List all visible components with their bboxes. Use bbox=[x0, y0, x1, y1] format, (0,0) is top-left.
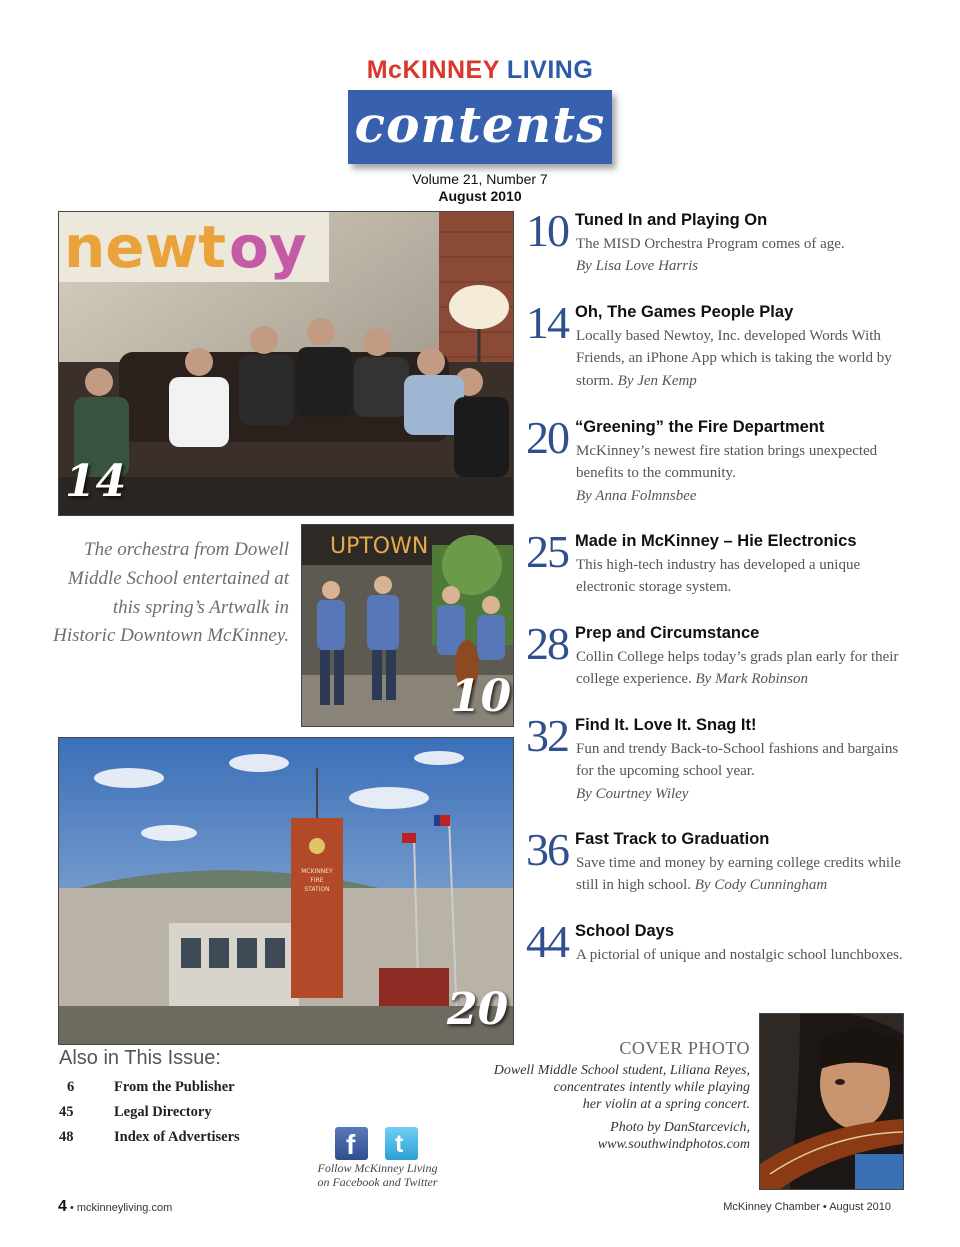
photo-cover-violinist bbox=[759, 1013, 904, 1190]
photo-orchestra bbox=[301, 524, 514, 727]
photo-caption: The orchestra from Dowell Middle School entertained at this spring’s Artwalk in Historic Downtown McKinney. bbox=[53, 539, 289, 647]
follow-line-1: Follow McKinney Living bbox=[317, 1161, 438, 1175]
issue-info bbox=[0, 171, 960, 205]
brand-mckinney: McKINNEY bbox=[366, 56, 500, 84]
article-description bbox=[576, 944, 906, 966]
article-page-number: 36 bbox=[526, 824, 568, 875]
article-page-number: 20 bbox=[526, 412, 568, 463]
article-page-number: 14 bbox=[526, 297, 568, 348]
also-item-page: 6 bbox=[67, 1079, 75, 1095]
also-item-publisher[interactable] bbox=[59, 1079, 235, 1096]
photo-fire-station-image bbox=[59, 738, 513, 1044]
issue-date: August 2010 bbox=[438, 188, 522, 204]
photo-newtoy-team bbox=[58, 211, 514, 516]
uptown-sign: UPTOWN bbox=[330, 534, 429, 559]
cover-line-2: concentrates intently while playing bbox=[553, 1080, 750, 1095]
article-page-number: 28 bbox=[526, 618, 568, 669]
fire-station-sign: MCKINNEY bbox=[301, 868, 333, 875]
cover-credit bbox=[450, 1119, 750, 1153]
contents-banner bbox=[348, 90, 612, 164]
article-title: Prep and Circumstance bbox=[575, 624, 760, 642]
article-byline: By Jen Kemp bbox=[617, 372, 697, 389]
also-item-label: Legal Directory bbox=[114, 1104, 212, 1120]
article-title: Made in McKinney – Hie Electronics bbox=[575, 532, 857, 550]
article-title: Fast Track to Graduation bbox=[575, 830, 770, 848]
footer-site-link[interactable]: mckinneyliving.com bbox=[76, 1202, 173, 1214]
article-item[interactable] bbox=[526, 526, 906, 602]
cover-line-1: Dowell Middle School student, Liliana Reyes, bbox=[493, 1063, 750, 1078]
footer-left bbox=[58, 1198, 172, 1216]
article-title: School Days bbox=[575, 922, 675, 940]
svg-text:STATION: STATION bbox=[304, 886, 330, 893]
photo-fire-station bbox=[58, 737, 514, 1045]
svg-text:FIRE: FIRE bbox=[310, 877, 324, 884]
article-byline: By Mark Robinson bbox=[695, 671, 808, 688]
photo-page-number-20: 20 bbox=[447, 984, 509, 1035]
photo-page-number-10: 10 bbox=[450, 671, 512, 722]
footer-page-number: 4 bbox=[58, 1198, 67, 1215]
also-item-page: 48 bbox=[59, 1129, 74, 1145]
article-description bbox=[576, 738, 906, 805]
also-item-page: 45 bbox=[59, 1104, 74, 1120]
footer-bullet: • bbox=[69, 1202, 74, 1214]
contents-title: contents bbox=[354, 95, 606, 154]
article-desc-text: Collin College helps today’s grads plan early for their college experience. bbox=[576, 649, 899, 688]
article-title: Find It. Love It. Snag It! bbox=[575, 716, 757, 734]
cover-credit-line-1: Photo by DanStarcevich, bbox=[610, 1120, 750, 1135]
article-item[interactable] bbox=[526, 412, 906, 508]
magazine-brand bbox=[0, 56, 960, 85]
article-byline: By Courtney Wiley bbox=[576, 785, 689, 802]
article-item[interactable] bbox=[526, 824, 906, 900]
article-item[interactable] bbox=[526, 297, 906, 393]
article-page-number: 44 bbox=[526, 916, 568, 967]
article-byline: By Cody Cunningham bbox=[694, 877, 828, 894]
article-description bbox=[576, 646, 906, 691]
article-desc-text: Save time and money by earning college credits while still in high school. bbox=[576, 855, 901, 894]
also-item-advertisers[interactable] bbox=[59, 1129, 240, 1146]
article-desc-text: Fun and trendy Back-to-School fashions and bargains for the upcoming school year. bbox=[576, 741, 899, 780]
brand-living: LIVING bbox=[506, 56, 594, 84]
volume-number: Volume 21, Number 7 bbox=[412, 171, 548, 187]
facebook-icon[interactable] bbox=[335, 1127, 368, 1160]
article-item[interactable] bbox=[526, 916, 906, 992]
article-title: Tuned In and Playing On bbox=[575, 211, 768, 229]
newtoy-sign: newt bbox=[64, 213, 226, 281]
twitter-icon[interactable] bbox=[385, 1127, 418, 1160]
article-title: “Greening” the Fire Department bbox=[575, 418, 825, 436]
article-item[interactable] bbox=[526, 710, 906, 806]
article-page-number: 25 bbox=[526, 526, 568, 577]
follow-us-text bbox=[300, 1162, 455, 1189]
also-in-issue-heading: Also in This Issue: bbox=[59, 1047, 221, 1069]
article-desc-text: A pictorial of unique and nostalgic school lunchboxes. bbox=[576, 947, 903, 963]
article-item[interactable] bbox=[526, 205, 906, 281]
twitter-glyph: t bbox=[395, 1130, 404, 1158]
follow-line-2: on Facebook and Twitter bbox=[317, 1174, 438, 1189]
article-description bbox=[576, 554, 906, 599]
article-byline: By Anna Folmnsbee bbox=[576, 487, 697, 504]
article-desc-text: The MISD Orchestra Program comes of age. bbox=[576, 236, 845, 252]
article-description bbox=[576, 325, 906, 392]
article-item[interactable] bbox=[526, 618, 906, 694]
cover-credit-url[interactable]: www.southwindphotos.com bbox=[597, 1137, 750, 1152]
cover-line-3: her violin at a spring concert. bbox=[582, 1097, 750, 1112]
photo-page-number-14: 14 bbox=[65, 456, 127, 507]
photo-newtoy-image bbox=[59, 212, 513, 515]
cover-photo-heading: COVER PHOTO bbox=[619, 1038, 750, 1058]
article-description bbox=[576, 440, 906, 507]
svg-text:oy: oy bbox=[229, 213, 307, 281]
article-byline: By Lisa Love Harris bbox=[576, 258, 699, 275]
article-description bbox=[576, 852, 906, 897]
article-desc-text: This high-tech industry has developed a unique electronic storage system. bbox=[576, 557, 861, 596]
us-flag bbox=[402, 833, 416, 843]
cover-violinist-image bbox=[760, 1014, 903, 1189]
article-page-number: 32 bbox=[526, 710, 568, 761]
article-desc-text: McKinney’s newest fire station brings unexpected benefits to the community. bbox=[576, 443, 878, 482]
also-item-label: From the Publisher bbox=[114, 1079, 235, 1095]
also-item-legal[interactable] bbox=[59, 1104, 212, 1121]
article-desc-text: Locally based Newtoy, Inc. developed Words With Friends, an iPhone App which is taking the world by storm. bbox=[576, 328, 892, 389]
article-page-number: 10 bbox=[526, 205, 568, 256]
article-description bbox=[576, 233, 906, 278]
also-item-label: Index of Advertisers bbox=[114, 1129, 240, 1145]
article-title: Oh, The Games People Play bbox=[575, 303, 794, 321]
cover-description bbox=[450, 1062, 750, 1113]
facebook-glyph: f bbox=[346, 1129, 356, 1160]
footer-right: McKinney Chamber • August 2010 bbox=[723, 1201, 891, 1213]
